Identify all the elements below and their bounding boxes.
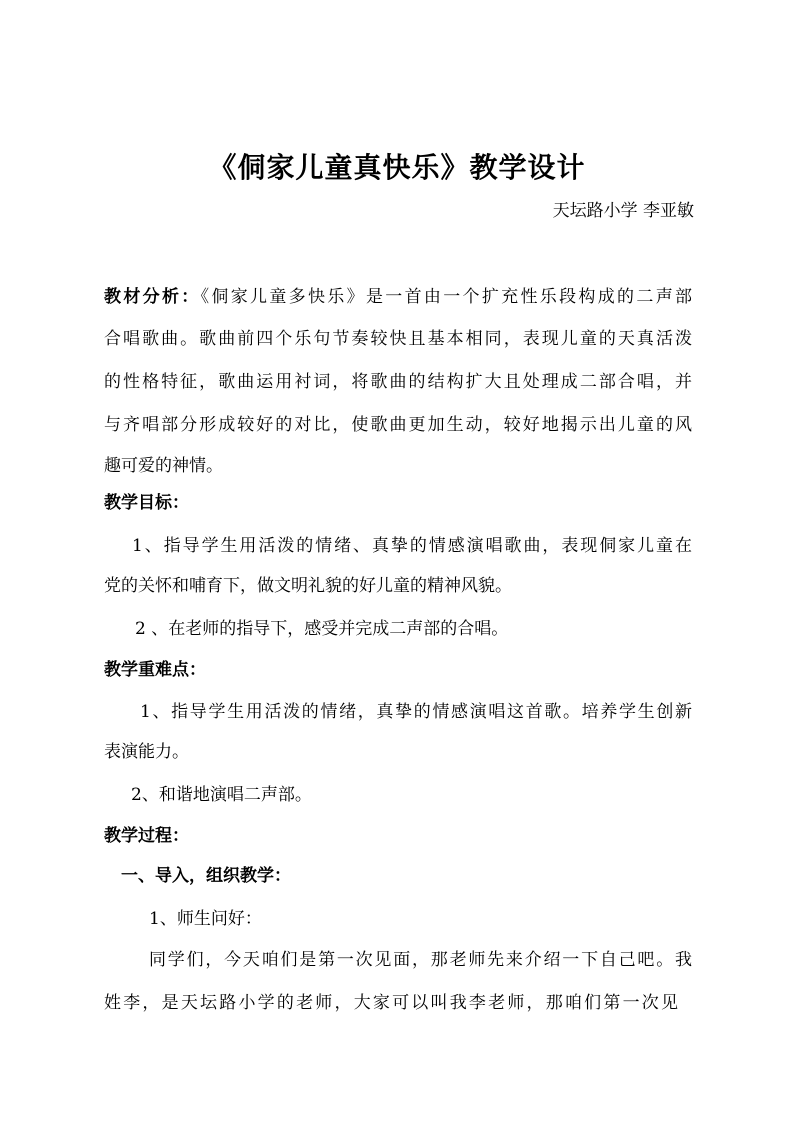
analysis-label: 教材分析：	[104, 287, 201, 307]
process-paragraph-line-1: 同学们，今天咱们是第一次见面，那老师先来介绍一下自己吧。我	[149, 950, 692, 970]
process-paragraph-line-2: 姓李，是天坛路小学的老师，大家可以叫我李老师，那咱们第一次见	[104, 993, 678, 1013]
key-points-heading: 教学重难点：	[104, 660, 206, 680]
analysis-line-4: 与齐唱部分形成较好的对比，使歌曲更加生动，较好地揭示出儿童的风	[104, 415, 692, 435]
objective-1-line-1: 1、指导学生用活泼的情绪、真挚的情感演唱歌曲，表现侗家儿童在	[132, 536, 692, 556]
analysis-line-1	[104, 287, 692, 307]
analysis-line-3: 的性格特征，歌曲运用衬词，将歌曲的结构扩大且处理成二部合唱，并	[104, 372, 692, 392]
objectives-heading: 教学目标：	[104, 493, 189, 513]
process-step-1-heading: 一、导入，组织教学：	[121, 866, 291, 886]
analysis-line-2: 合唱歌曲。歌曲前四个乐句节奏较快且基本相同，表现儿童的天真活泼	[104, 329, 692, 349]
analysis-line-5: 趣可爱的神情。	[104, 456, 223, 476]
objective-1-line-2: 党的关怀和哺育下，做文明礼貌的好儿童的精神风貌。	[104, 576, 512, 596]
key-point-1-line-2: 表演能力。	[104, 742, 189, 762]
author-line: 天坛路小学 李亚敏	[552, 201, 694, 221]
objective-2: 2 、在老师的指导下，感受并完成二声部的合唱。	[135, 619, 509, 639]
analysis-text-1: 《侗家儿童多快乐》是一首由一个扩充性乐段构成的二声部	[200, 287, 693, 307]
key-point-2: 2、和谐地演唱二声部。	[131, 785, 312, 805]
key-point-1-line-1: 1、指导学生用活泼的情绪，真挚的情感演唱这首歌。培养学生创新	[140, 702, 692, 722]
document-title: 《侗家儿童真快乐》教学设计	[208, 151, 586, 184]
process-heading: 教学过程：	[104, 826, 189, 846]
process-step-1-sub-1: 1、师生问好：	[149, 909, 262, 929]
